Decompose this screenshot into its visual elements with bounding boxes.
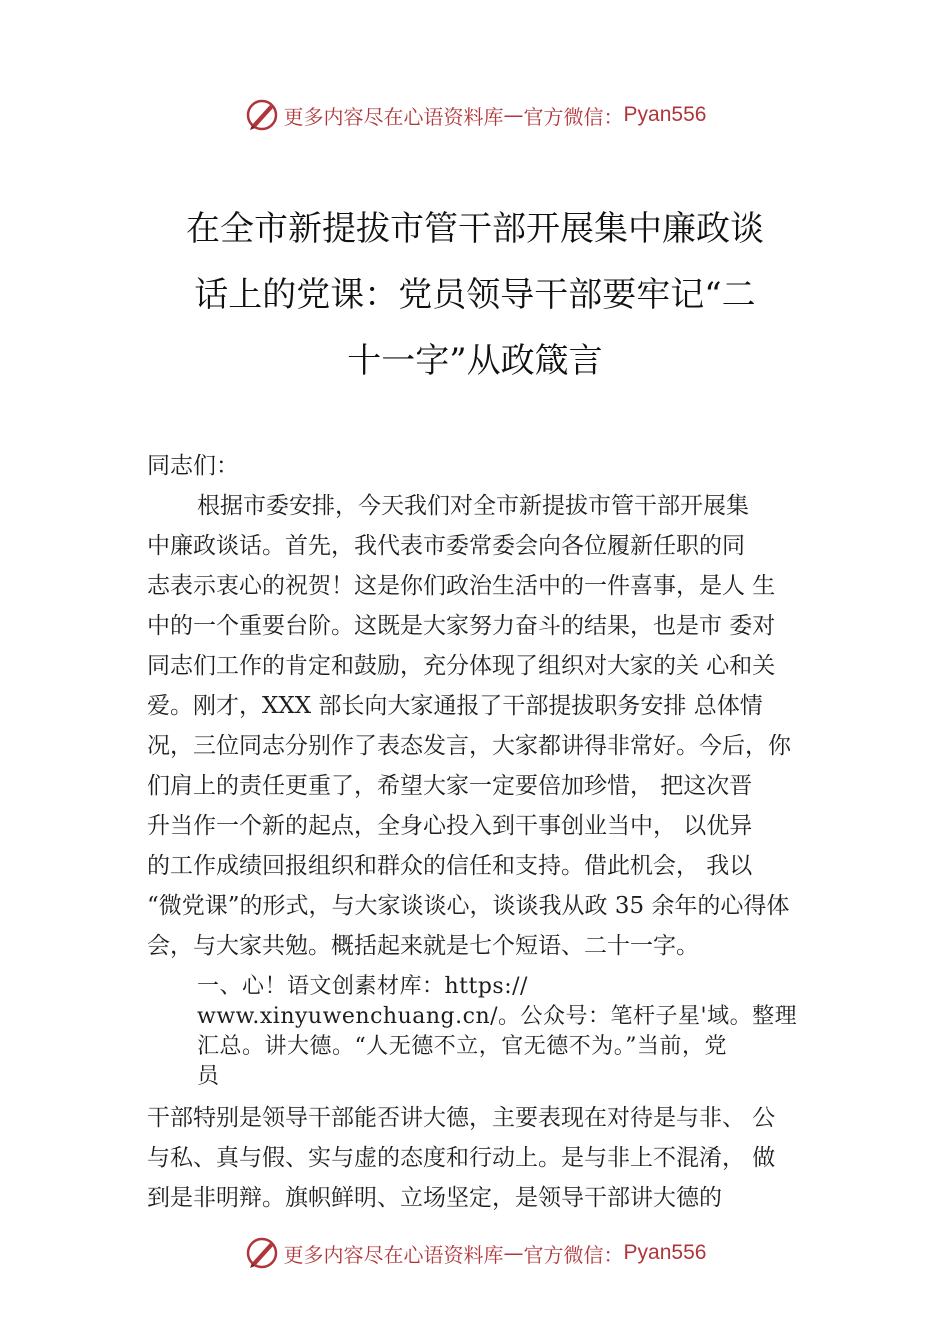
paragraph-line: 们肩上的责任更重了，希望大家一定要倍加珍惜， 把这次晋 bbox=[147, 773, 753, 799]
document-body bbox=[147, 446, 837, 1218]
paragraph-line: 志表示衷心的祝贺！这是你们政治生活中的一件喜事，是人 生 bbox=[147, 573, 776, 599]
paragraph-line: “微党课”的形式，与大家谈谈心，谈谈我从政 35 余年的心得体 bbox=[147, 893, 790, 919]
pen-logo-icon bbox=[244, 1235, 280, 1271]
banner-wechat-id: Pyan556 bbox=[623, 1241, 707, 1264]
paragraph-line: 中廉政谈话。首先，我代表市委常委会向各位履新任职的同 bbox=[147, 533, 745, 559]
banner-text: 更多内容尽在心语资料库 bbox=[283, 104, 504, 129]
title-line: 在全市新提拔市管干部开展集中廉政谈 bbox=[186, 209, 764, 249]
section-heading-line: www.xinyuwenchuang.cn/。公众号：笔杆子星'域。整理 bbox=[197, 1004, 798, 1029]
paragraph-line: 到是非明辩。旗帜鲜明、立场坚定，是领导干部讲大德的 bbox=[147, 1185, 722, 1211]
paragraph-line: 干部特别是领导干部能否讲大德，主要表现在对待是与非、 公 bbox=[147, 1105, 776, 1131]
title-line: 十一字”从政箴言 bbox=[347, 341, 603, 381]
header-banner bbox=[0, 95, 950, 135]
paragraph-line: 的工作成绩回报组织和群众的信任和支持。借此机会， 我以 bbox=[147, 853, 753, 879]
section-heading-line: 员 bbox=[197, 1064, 220, 1089]
banner-wechat-label: 官方微信： bbox=[523, 104, 624, 129]
paragraph-line: 会，与大家共勉。概括起来就是七个短语、二十一字。 bbox=[147, 933, 699, 959]
paragraph-line: 根据市委安排，今天我们对全市新提拔市管干部开展集 bbox=[197, 493, 749, 519]
paragraph-line: 爱。刚才，XXX 部长向大家通报了干部提拔职务安排 总体情 bbox=[147, 693, 763, 719]
footer-banner bbox=[0, 1233, 950, 1273]
banner-separator: — bbox=[503, 1241, 524, 1265]
section-heading-line: 汇总。讲大德。“人无德不立，官无德不为。”当前，党 bbox=[197, 1034, 727, 1059]
banner-separator: — bbox=[503, 103, 524, 127]
paragraph-line: 与私、真与假、实与虚的态度和行动上。是与非上不混淆， 做 bbox=[147, 1145, 776, 1171]
paragraph-line: 中的一个重要台阶。这既是大家努力奋斗的结果，也是市 委对 bbox=[147, 613, 776, 639]
paragraph-line: 况，三位同志分别作了表态发言，大家都讲得非常好。今后，你 bbox=[147, 733, 791, 759]
banner-text: 更多内容尽在心语资料库 bbox=[283, 1242, 504, 1267]
banner-wechat-label: 官方微信： bbox=[523, 1242, 624, 1267]
section-heading-line: 一、心！语文创素材库：https:// bbox=[197, 974, 528, 999]
paragraph-line: 同志们工作的肯定和鼓励，充分体现了组织对大家的关 心和关 bbox=[147, 653, 776, 679]
document-title bbox=[120, 196, 830, 394]
pen-logo-icon bbox=[244, 97, 280, 133]
title-line: 话上的党课：党员领导干部要牢记“二 bbox=[194, 275, 756, 315]
banner-wechat-id: Pyan556 bbox=[623, 103, 707, 126]
paragraph-line: 升当作一个新的起点，全身心投入到干事创业当中， 以优异 bbox=[147, 813, 753, 839]
greeting: 同志们： bbox=[147, 453, 239, 479]
